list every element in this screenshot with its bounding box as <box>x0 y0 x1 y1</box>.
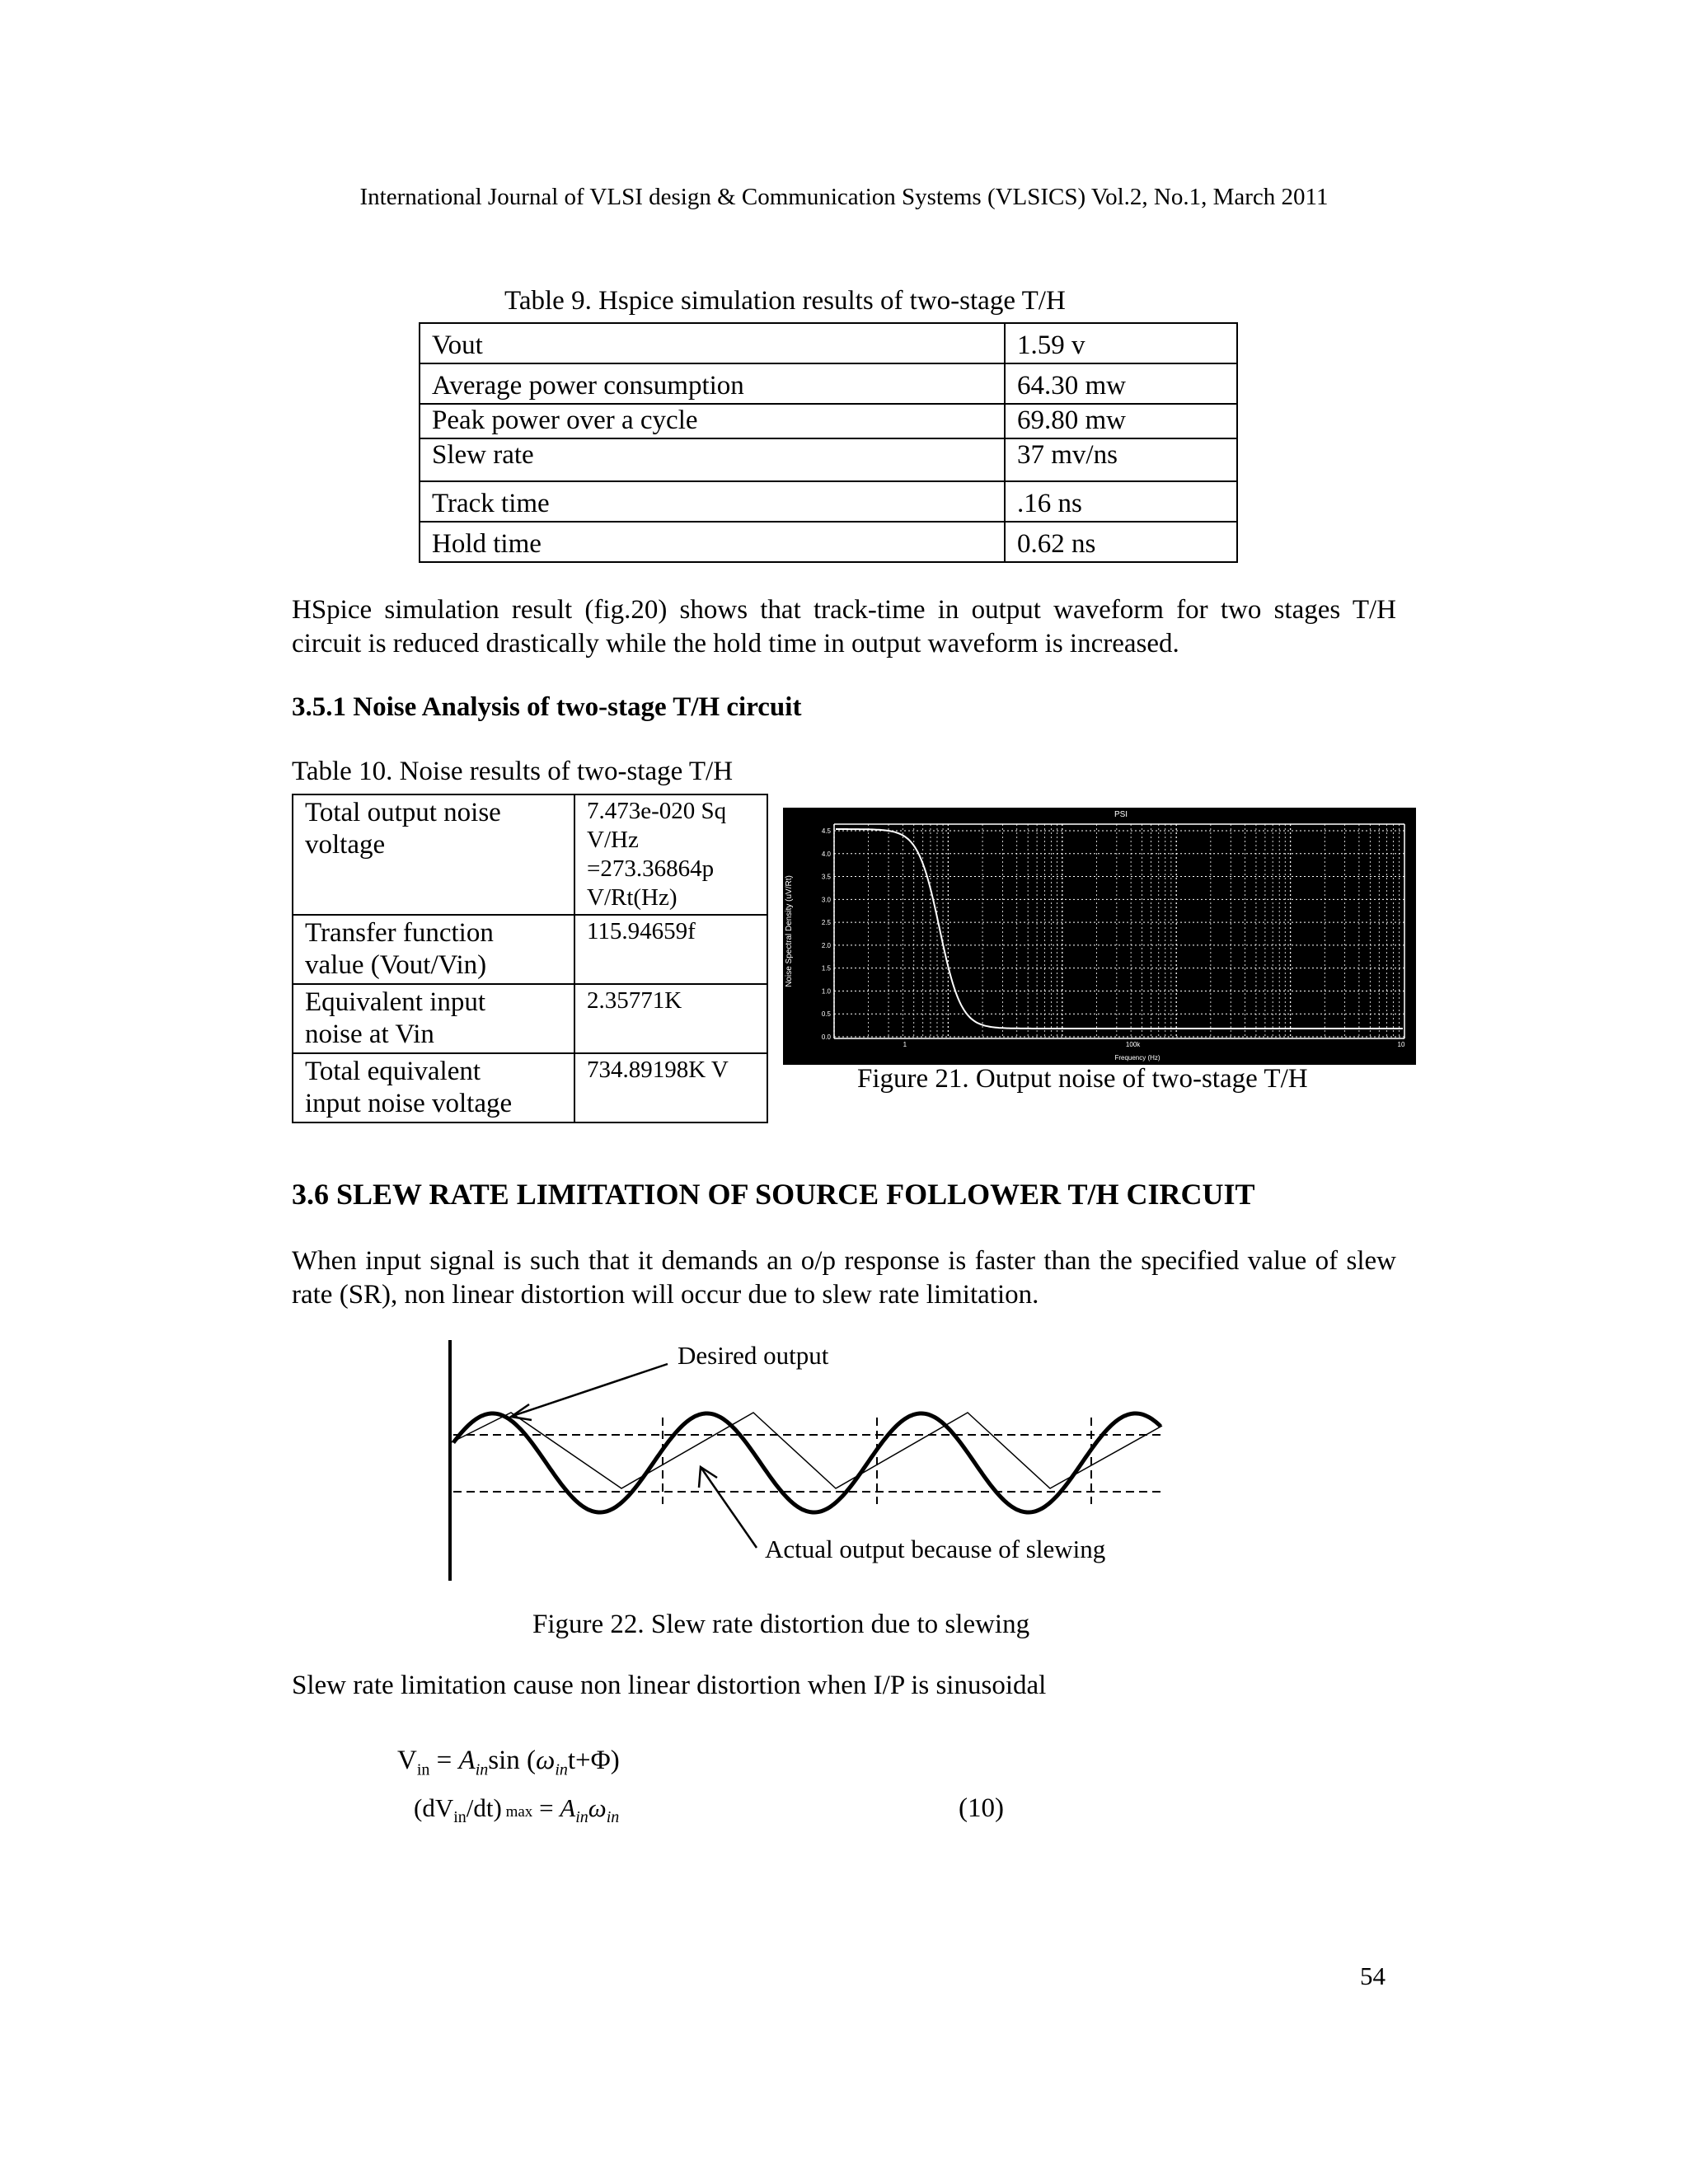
y-tick-label: 0.0 <box>821 1033 831 1041</box>
table-row <box>420 404 1237 438</box>
figure21-noise-plot <box>783 808 1416 1065</box>
section-heading-3-5-1: 3.5.1 Noise Analysis of two-stage T/H circuit <box>292 692 802 722</box>
arrow-desired <box>513 1364 668 1416</box>
table-cell: 69.80 mw <box>1005 404 1237 438</box>
table-cell: 734.89198K V <box>574 1053 767 1122</box>
table-row <box>293 984 767 1053</box>
table-cell: 64.30 mw <box>1005 363 1237 404</box>
section-heading-3-6: 3.6 SLEW RATE LIMITATION OF SOURCE FOLLOWER T/H CIRCUIT <box>292 1178 1255 1211</box>
table-cell: Peak power over a cycle <box>420 404 1005 438</box>
table-row <box>293 1053 767 1122</box>
y-tick-label: 3.5 <box>821 873 831 881</box>
table-cell: Vout <box>420 323 1005 363</box>
figure22-caption: Figure 22. Slew rate distortion due to slewing <box>532 1610 1030 1639</box>
table-row <box>420 363 1237 404</box>
arrow-actual <box>701 1467 757 1548</box>
table-row <box>293 915 767 984</box>
table-cell: .16 ns <box>1005 481 1237 522</box>
equation-number: (10) <box>959 1793 1004 1823</box>
x-tick-label: 100k <box>1125 1041 1141 1048</box>
y-tick-label: 2.5 <box>821 919 831 927</box>
table-row <box>420 522 1237 562</box>
x-tick-label: 10 <box>1397 1041 1405 1048</box>
table10 <box>292 794 768 1123</box>
table-cell: 1.59 v <box>1005 323 1237 363</box>
table-cell: Total equivalent input noise voltage <box>293 1053 574 1122</box>
table-cell: Equivalent input noise at Vin <box>293 984 574 1053</box>
y-tick-label: 4.5 <box>821 827 831 835</box>
label-desired-output: Desired output <box>678 1341 829 1370</box>
paragraph-slew-rate: When input signal is such that it demands an o/p response is faster than the specified value of slew rate (SR), non linear distortion will occur due to slew rate limitation. <box>292 1246 1396 1310</box>
table-cell: 37 mv/ns <box>1005 438 1237 481</box>
table-cell: Total output noise voltage <box>293 794 574 915</box>
desired-output-sine <box>453 1413 1160 1512</box>
y-tick-label: 4.0 <box>821 850 831 858</box>
running-header: International Journal of VLSI design & Communication Systems (VLSICS) Vol.2, No.1, March 2011 <box>359 184 1329 210</box>
table-cell: Average power consumption <box>420 363 1005 404</box>
y-tick-label: 1.5 <box>821 964 831 972</box>
x-tick-label: 1 <box>903 1041 907 1048</box>
paragraph-sinusoidal: Slew rate limitation cause non linear distortion when I/P is sinusoidal <box>292 1671 1047 1700</box>
table-row <box>420 438 1237 481</box>
table-cell: Transfer function value (Vout/Vin) <box>293 915 574 984</box>
figure22-slew-diagram <box>429 1335 1170 1582</box>
y-tick-label: 3.0 <box>821 896 831 904</box>
x-axis-label: Frequency (Hz) <box>1114 1054 1160 1062</box>
table-cell: Track time <box>420 481 1005 522</box>
table-row <box>420 481 1237 522</box>
table-cell: Hold time <box>420 522 1005 562</box>
table-cell: 7.473e-020 Sq V/Hz =273.36864p V/Rt(Hz) <box>574 794 767 915</box>
table9 <box>419 322 1238 563</box>
equation-line-1: $V_{in} = A_{in}\sin$ $(\omega_{in}t+\Phi)$ <box>397 1746 620 1779</box>
table-cell: 2.35771K <box>574 984 767 1053</box>
table9-caption: Table 9. Hspice simulation results of two-stage T/H <box>504 286 1066 316</box>
table10-caption: Table 10. Noise results of two-stage T/H <box>292 757 734 786</box>
equation-line-2: $(dV_{in}/dt) \max = A_{in}\omega_{in}$ <box>414 1793 620 1827</box>
y-tick-label: 0.5 <box>821 1010 831 1019</box>
table-row <box>293 794 767 915</box>
y-axis-label: Noise Spectral Density (uV/Rt) <box>785 875 794 987</box>
page-number: 54 <box>1360 1961 1386 1990</box>
table-cell: 115.94659f <box>574 915 767 984</box>
figure21-caption: Figure 21. Output noise of two-stage T/H <box>857 1064 1308 1094</box>
table-cell: 0.62 ns <box>1005 522 1237 562</box>
y-tick-label: 2.0 <box>821 941 831 949</box>
y-tick-label: 1.0 <box>821 987 831 996</box>
plot-title: PSI <box>1114 810 1128 819</box>
paragraph-hspice-result: HSpice simulation result (fig.20) shows that track-time in output waveform for two stages T/H circuit is reduced drastically while the hold time in output waveform is increased. <box>292 595 1396 658</box>
table-cell: Slew rate <box>420 438 1005 481</box>
plot-background <box>783 808 1416 1065</box>
table-row <box>420 323 1237 363</box>
label-actual-output: Actual output because of slewing <box>765 1535 1106 1563</box>
